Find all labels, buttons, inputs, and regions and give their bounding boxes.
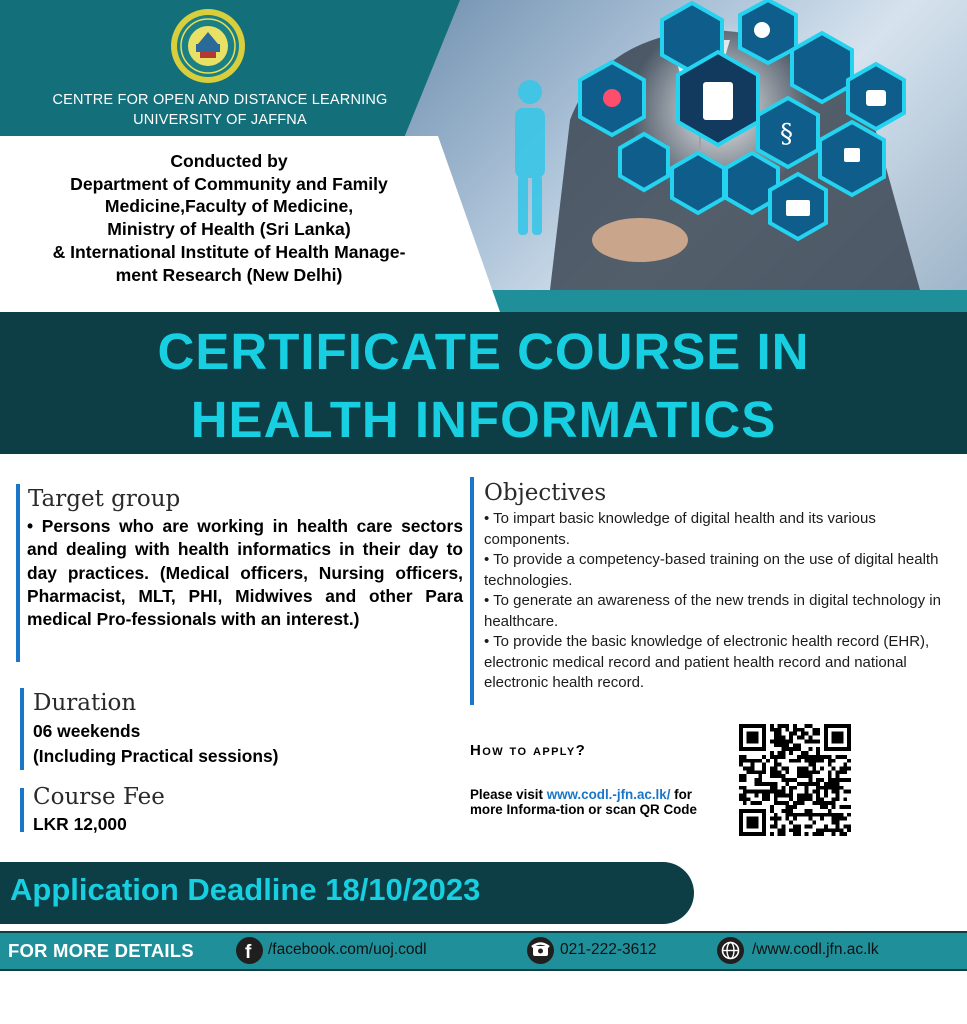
how-to-apply-heading: How to apply?	[470, 742, 587, 759]
website-link[interactable]: /www.codl.jfn.ac.lk	[752, 941, 879, 958]
conducted-line: Ministry of Health (Sri Lanka)	[107, 219, 351, 240]
fee-accent-bar	[20, 788, 24, 832]
course-fee-heading: Course Fee	[33, 784, 165, 810]
conducted-line: Medicine,Faculty of Medicine,	[104, 196, 354, 217]
conducted-line: ment Research (New Delhi)	[115, 264, 343, 285]
apply-suffix: for more Informa-tion or scan QR Code	[470, 787, 697, 817]
target-group-heading: Target group	[28, 486, 181, 512]
target-accent-bar	[16, 484, 20, 662]
svg-text:f: f	[245, 942, 252, 963]
facebook-link[interactable]: /facebook.com/uoj.codl	[268, 941, 427, 958]
conducted-line: Conducted by	[170, 151, 288, 171]
conducted-line: Department of Community and Family	[70, 173, 388, 194]
conducted-line: & International Institute of Health Manage-	[52, 241, 406, 262]
footer-label: FOR MORE DETAILS	[8, 940, 194, 961]
course-fee-value: LKR 12,000	[33, 814, 127, 834]
objective-item: • To generate an awareness of the new trends in digital technology in healthcare.	[484, 592, 941, 630]
apply-instructions	[470, 787, 710, 817]
objective-item: • To impart basic knowledge of digital health and its various components.	[484, 510, 876, 548]
duration-weekends: 06 weekends	[33, 721, 141, 741]
apply-website-link[interactable]: www.codl.-jfn.ac.lk/	[546, 787, 671, 802]
objective-item: • To provide a competency-based training on the use of digital health technologies.	[484, 551, 939, 589]
phone-number[interactable]: 021-222-3612	[560, 941, 657, 958]
phone-icon	[527, 937, 554, 964]
objective-item: • To provide the basic knowledge of electronic health record (EHR), electronic medical record and patient health record and national electronic health record.	[484, 633, 930, 691]
health-icons-illustration	[400, 0, 967, 290]
target-group-text: • Persons who are working in health care sectors and dealing with health informatics in their day to day practices. (Medical officers, Nursing officers, Pharmacist, MLT, PHI, Midwives and other Para medical Pro-fessionals with an interest.)	[27, 516, 463, 630]
duration-note: (Including Practical sessions)	[33, 746, 279, 766]
org-name-line2: UNIVERSITY OF JAFFNA	[133, 112, 307, 128]
course-title-line1: CERTIFICATE COURSE IN	[157, 323, 810, 380]
globe-icon	[717, 937, 744, 964]
conducted-by-block	[0, 150, 458, 286]
org-name-line1: CENTRE FOR OPEN AND DISTANCE LEARNING	[52, 92, 388, 108]
course-title-line2: HEALTH INFORMATICS	[190, 391, 777, 448]
header-photo	[400, 0, 967, 290]
duration-accent-bar	[20, 688, 24, 770]
objectives-list	[484, 509, 954, 694]
apply-prefix: Please visit	[470, 787, 547, 802]
facebook-icon[interactable]	[236, 937, 263, 964]
qr-code[interactable]	[739, 724, 851, 836]
svg-text:§: §	[780, 119, 793, 149]
duration-heading: Duration	[33, 690, 137, 716]
objectives-accent-bar	[470, 477, 474, 705]
objectives-heading: Objectives	[484, 480, 607, 506]
application-deadline: Application Deadline 18/10/2023	[10, 872, 481, 907]
university-logo	[170, 8, 246, 84]
